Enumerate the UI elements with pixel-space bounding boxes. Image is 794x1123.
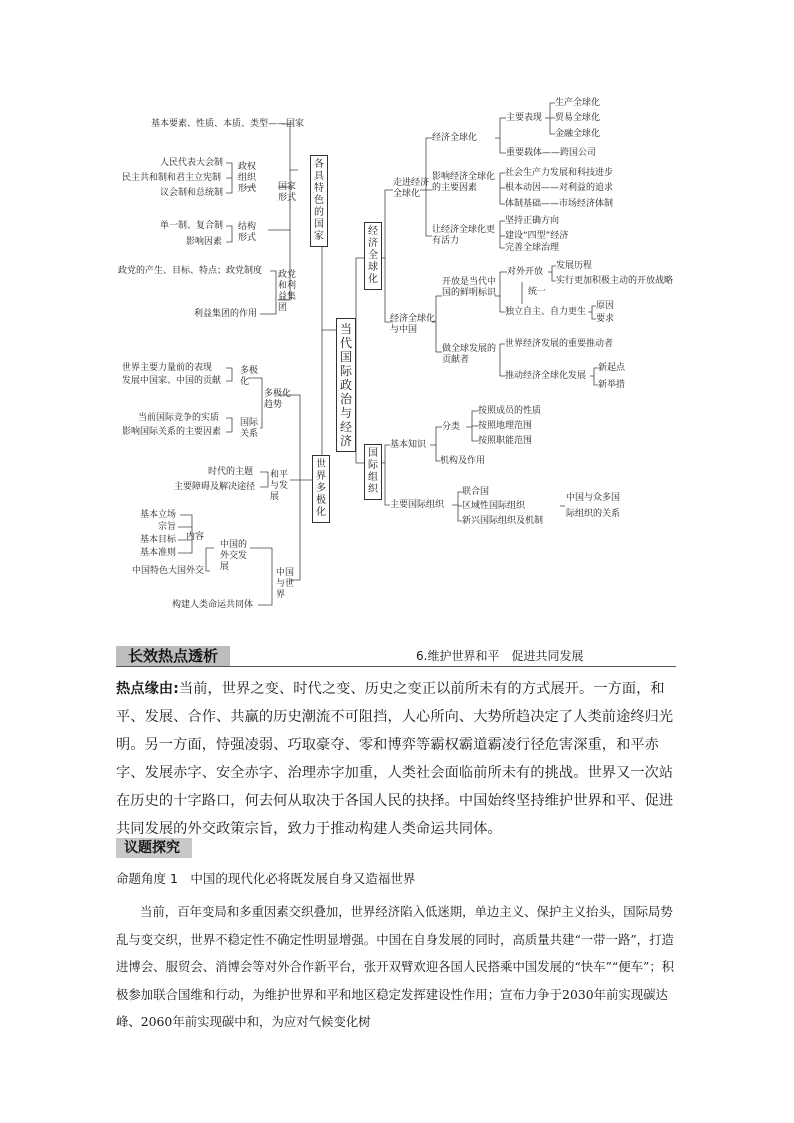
section-tag: 长效热点透析 — [116, 646, 230, 666]
node-by-region: 按照地理范围 — [478, 421, 533, 431]
node-institution: 体制基础——市场经济体制 — [505, 199, 614, 209]
node-self-reliance: 独立自主、自力更生 — [505, 307, 587, 317]
node-party: 政党的产生、目标、特点；政党制度 — [118, 266, 263, 276]
node-basic-stance: 基本立场 — [140, 510, 177, 520]
node-npc: 人民代表大会制 — [160, 158, 224, 168]
node-purpose: 宗旨 — [158, 522, 177, 532]
node-classify: 分类 — [442, 422, 461, 432]
node-production: 生产全球化 — [555, 98, 601, 108]
node-open-strategy: 实行更加积极主动的开放战略 — [556, 276, 674, 286]
node-productivity: 社会生产力发展和科技进步 — [505, 168, 614, 178]
node-un: 联合国 — [462, 487, 490, 497]
node-opening-mark: 开放是当代中国的鲜明标识 — [442, 277, 497, 298]
node-competition: 当前国际竞争的实质 — [138, 413, 220, 423]
section-header-bar — [116, 646, 676, 667]
mindmap-left-bottom: 世界多极化 — [312, 455, 330, 523]
node-group-role: 利益集团的作用 — [194, 309, 258, 319]
node-new-start: 新起点 — [598, 363, 626, 373]
node-regional: 区域性国际组织 — [462, 501, 526, 511]
node-obstacles: 主要障碍及解决途径 — [174, 482, 256, 492]
mindmap-right-bottom: 国际组织 — [364, 444, 382, 500]
node-main-orgs: 主要国际组织 — [390, 500, 445, 510]
mindmap-left-top: 各具特色的国家 — [310, 155, 328, 247]
issue-tag: 议题探究 — [116, 838, 192, 858]
node-republic-monarchy: 民主共和制和君主立宪制 — [122, 173, 222, 183]
node-china-world: 中国与世界 — [276, 568, 295, 600]
node-theme: 时代的主题 — [208, 467, 254, 477]
section-subtitle: 6.维护世界和平 促进共同发展 — [416, 649, 584, 663]
node-basic-knowledge: 基本知识 — [390, 440, 427, 450]
node-main-show: 主要表现 — [506, 113, 543, 123]
node-root-cause: 根本动因——对利益的追求 — [505, 183, 614, 193]
node-relations-factors: 影响国际关系的主要因素 — [122, 427, 222, 437]
node-requirement: 要求 — [596, 314, 615, 324]
node-direction: 坚持正确方向 — [505, 216, 560, 226]
node-diplomacy-dev: 中国的外交发展 — [220, 540, 248, 572]
node-basic-norm: 基本准则 — [140, 548, 177, 558]
node-opening-up: 对外开放 — [507, 267, 544, 277]
node-four-type: 建设“四型”经济 — [505, 231, 569, 241]
node-multinational: 重要载体——跨国公司 — [506, 148, 597, 158]
node-factors: 影响因素 — [186, 237, 223, 247]
proposition-angle: 命题角度 1 中国的现代化必将既发展自身又造福世界 — [116, 871, 416, 886]
node-by-member: 按照成员的性质 — [478, 406, 542, 416]
body-paragraph: 当前，百年变局和多重因素交织叠加，世界经济陷入低迷期，单边主义、保护主义抬头，国际局势乱与变交织，世界不稳定性不确定性明显增强。中国在自身发展的同时，高质量共建“一带一路”，打造进博会、服贸会、消博会等对外合作新平台，张开双臂欢迎各国人民搭乘中国发展的“快车”“便车”；积极参加联合国维和行动，为维护世界和平和地区稳定发挥建设性作用；宣布力争于2030年前实现碳达峰、2060年前实现碳中和，为应对气候变化树 — [116, 904, 675, 1029]
mindmap-center: 当代国际政治与经济 — [336, 318, 356, 452]
node-contributor: 做全球发展的贡献者 — [442, 344, 497, 365]
node-promote-global: 推动经济全球化发展 — [505, 371, 587, 381]
hotspot-lead: 热点缘由: — [116, 681, 179, 697]
node-major-diplomacy: 中国特色大国外交 — [132, 566, 205, 576]
node-promoter: 世界经济发展的重要推动者 — [505, 339, 614, 349]
node-parliament: 议会制和总统制 — [160, 188, 224, 198]
node-state-form: 国家形式 — [278, 182, 297, 203]
node-basic-goal: 基本目标 — [140, 535, 177, 545]
node-peace-dev: 和平与发展 — [270, 470, 289, 502]
node-unitary: 单一制、复合制 — [160, 221, 224, 231]
node-multipolar-trend: 多极化趋势 — [264, 389, 292, 410]
node-global-china: 经济全球化与中国 — [390, 314, 436, 335]
mindmap-right-top: 经济全球化 — [364, 222, 382, 290]
node-unity: 统一 — [528, 287, 547, 297]
node-reason: 原因 — [596, 301, 615, 311]
node-intl-relations: 国际关系 — [240, 418, 259, 439]
node-trade: 贸易全球化 — [555, 113, 601, 123]
node-content: 内容 — [186, 532, 205, 542]
node-governance: 完善全球治理 — [505, 243, 560, 253]
node-shared-future: 构建人类命运共同体 — [172, 600, 254, 610]
node-state-elements: 基本要素、性质、本质、类型——国家 — [151, 119, 305, 129]
node-by-function: 按照职能范围 — [478, 436, 533, 446]
node-new-measures: 新举措 — [598, 380, 626, 390]
node-party-group: 政党和利益集团 — [278, 270, 297, 313]
node-history: 发展历程 — [556, 261, 593, 271]
node-main-factors: 影响经济全球化的主要因素 — [432, 172, 496, 193]
node-vitality: 让经济全球化更有活力 — [432, 225, 496, 246]
node-structure-form: 结构形式 — [238, 222, 257, 243]
node-enter-globalization: 走进经济全球化 — [393, 178, 430, 199]
node-china-orgs-1: 中国与众多国 — [566, 493, 621, 503]
node-econ-global: 经济全球化 — [432, 133, 478, 143]
node-regime-form: 政权组织形式 — [238, 162, 257, 194]
hotspot-paragraph — [116, 675, 678, 843]
node-finance: 金融全球化 — [555, 129, 601, 139]
node-developing: 发展中国家、中国的贡献 — [122, 376, 222, 386]
node-bodies: 机构及作用 — [440, 456, 486, 466]
node-multipolar: 多极化 — [240, 366, 259, 387]
node-major-powers: 世界主要力量前的表现 — [122, 363, 213, 373]
hotspot-body: 当前，世界之变、时代之变、历史之变正以前所未有的方式展开。一方面，和平、发展、合作、共赢的历史潮流不可阻挡，人心所向、大势所趋决定了人类前途终归光明。另一方面，恃强凌弱、巧取豪夺、零和博弈等霸权霸道霸凌行径危害深重，和平赤字、发展赤字、安全赤字、治理赤字加重，人类社会面临前所未有的挑战。世界又一次站在历史的十字路口，何去何从取决于各国人民的抉择。中国始终坚持维护世界和平、促进共同发展的外交政策宗旨，致力于推动构建人类命运共同体。 — [116, 681, 674, 837]
node-china-orgs-2: 际组织的关系 — [566, 509, 621, 519]
node-emerging: 新兴国际组织及机制 — [462, 516, 544, 526]
